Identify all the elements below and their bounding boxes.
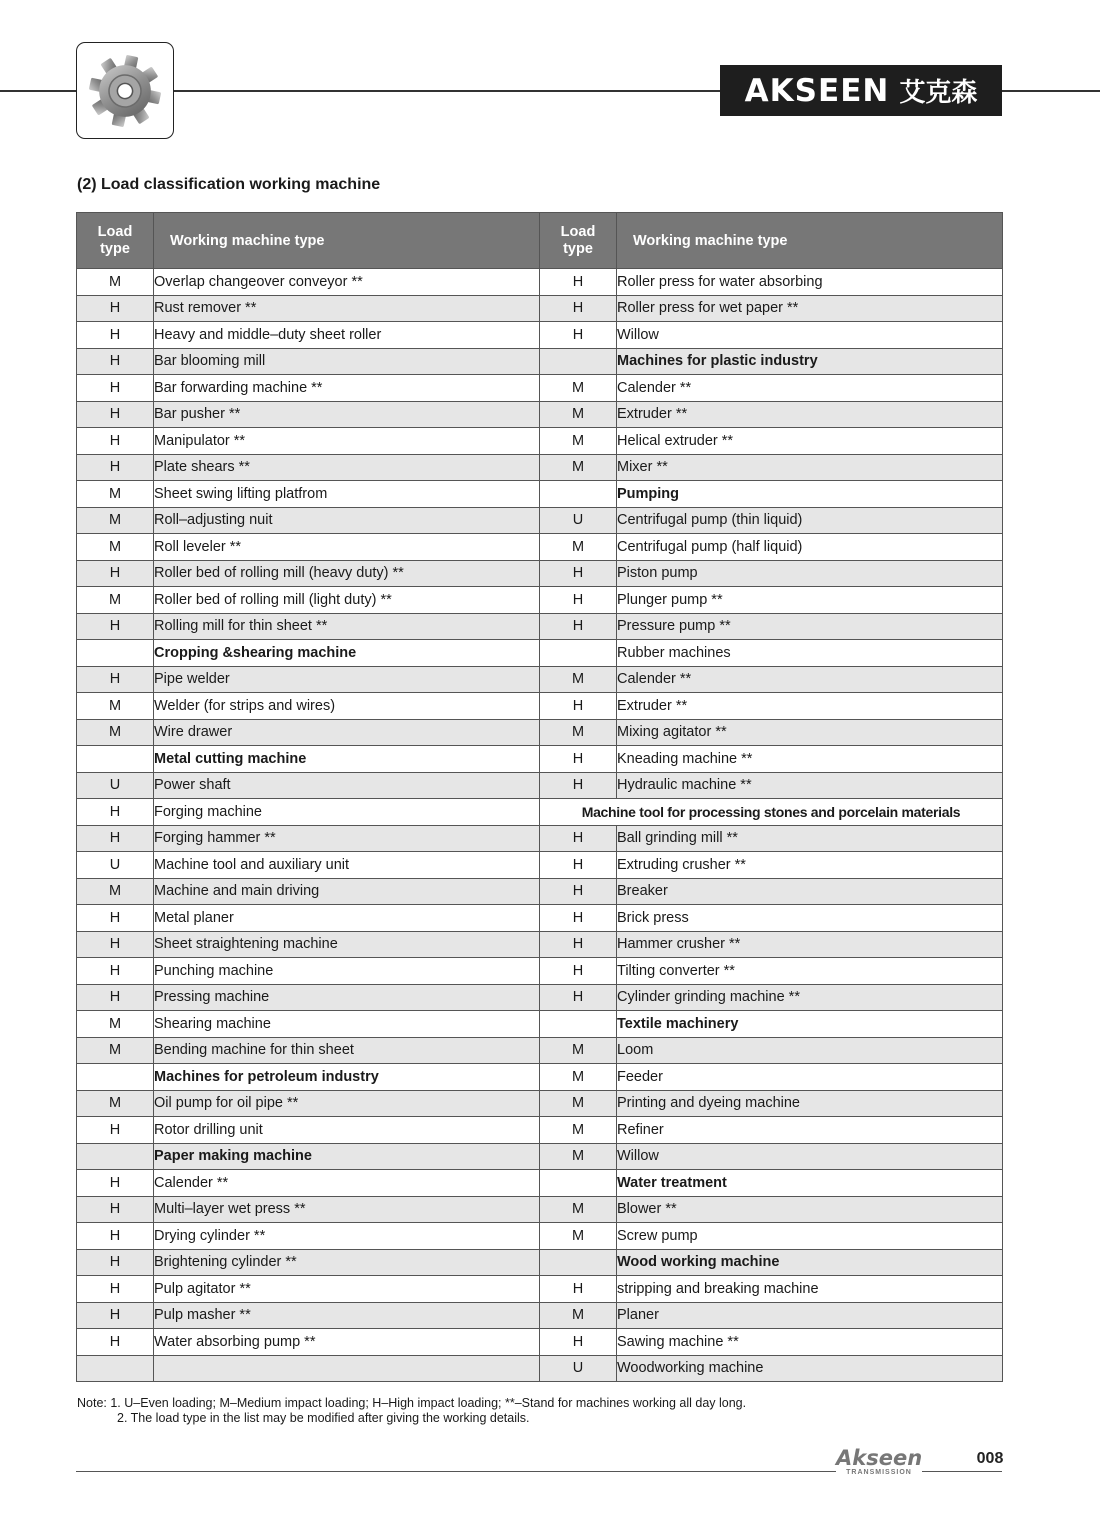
load-type-cell bbox=[540, 1170, 617, 1197]
table-row bbox=[77, 1011, 1003, 1038]
load-type-cell: M bbox=[540, 375, 617, 402]
load-type-cell: U bbox=[540, 1355, 617, 1382]
machine-type-cell: Bending machine for thin sheet bbox=[154, 1037, 540, 1064]
machine-type-cell: Hammer crusher ** bbox=[617, 931, 1003, 958]
category-heading: Textile machinery bbox=[617, 1011, 1003, 1038]
table-row bbox=[77, 613, 1003, 640]
load-type-cell: H bbox=[540, 322, 617, 349]
note-line-2: 2. The load type in the list may be modified after giving the working details. bbox=[117, 1411, 530, 1425]
header-machine-type: Working machine type bbox=[617, 213, 1003, 269]
section-title: (2) Load classification working machine bbox=[77, 176, 381, 193]
machine-type-cell: Roll–adjusting nuit bbox=[154, 507, 540, 534]
machine-type-cell: Roller bed of rolling mill (heavy duty) ** bbox=[154, 560, 540, 587]
load-type-cell: M bbox=[540, 454, 617, 481]
machine-type-cell: Rotor drilling unit bbox=[154, 1117, 540, 1144]
load-type-cell bbox=[540, 348, 617, 375]
load-type-cell bbox=[540, 1011, 617, 1038]
machine-type-cell: Extruder ** bbox=[617, 401, 1003, 428]
category-heading: Pumping bbox=[617, 481, 1003, 508]
load-type-cell: H bbox=[540, 984, 617, 1011]
machine-type-cell: Calender ** bbox=[154, 1170, 540, 1197]
load-type-cell: M bbox=[77, 481, 154, 508]
table-row bbox=[77, 852, 1003, 879]
machine-type-cell: Helical extruder ** bbox=[617, 428, 1003, 455]
notes bbox=[77, 1396, 746, 1426]
load-type-cell: H bbox=[77, 613, 154, 640]
header-load-type: Load type bbox=[77, 213, 154, 269]
table-row bbox=[77, 905, 1003, 932]
table-row bbox=[77, 560, 1003, 587]
machine-type-cell: Centrifugal pump (half liquid) bbox=[617, 534, 1003, 561]
machine-type-cell: Centrifugal pump (thin liquid) bbox=[617, 507, 1003, 534]
table-row bbox=[77, 375, 1003, 402]
load-type-cell: M bbox=[540, 534, 617, 561]
machine-type-cell: Wire drawer bbox=[154, 719, 540, 746]
machine-type-cell: Bar forwarding machine ** bbox=[154, 375, 540, 402]
table-row bbox=[77, 984, 1003, 1011]
machine-type-cell: Water absorbing pump ** bbox=[154, 1329, 540, 1356]
table-row bbox=[77, 931, 1003, 958]
machine-type-cell: Mixing agitator ** bbox=[617, 719, 1003, 746]
load-type-cell: H bbox=[540, 587, 617, 614]
category-heading: Paper making machine bbox=[154, 1143, 540, 1170]
table-row bbox=[77, 322, 1003, 349]
table-row bbox=[77, 1117, 1003, 1144]
footer-brand-sub: TRANSMISSION bbox=[846, 1469, 912, 1476]
table-row bbox=[77, 401, 1003, 428]
load-type-cell: H bbox=[77, 1223, 154, 1250]
load-type-cell: H bbox=[77, 931, 154, 958]
machine-type-cell: Pressure pump ** bbox=[617, 613, 1003, 640]
gear-icon bbox=[87, 53, 163, 129]
table-row bbox=[77, 269, 1003, 296]
machine-type-cell bbox=[154, 1355, 540, 1382]
table-header-row bbox=[77, 213, 1003, 269]
machine-type-cell: Kneading machine ** bbox=[617, 746, 1003, 773]
table-row bbox=[77, 640, 1003, 667]
load-type-cell bbox=[540, 481, 617, 508]
load-type-cell: H bbox=[77, 666, 154, 693]
load-type-cell bbox=[77, 1355, 154, 1382]
load-classification-table bbox=[76, 212, 1003, 1382]
table-row bbox=[77, 1223, 1003, 1250]
load-type-cell bbox=[77, 1064, 154, 1091]
load-type-cell: H bbox=[540, 693, 617, 720]
load-type-cell: H bbox=[540, 852, 617, 879]
load-type-cell: U bbox=[77, 772, 154, 799]
load-type-cell: H bbox=[540, 613, 617, 640]
machine-type-cell: Calender ** bbox=[617, 375, 1003, 402]
machine-type-cell: Sawing machine ** bbox=[617, 1329, 1003, 1356]
table-row bbox=[77, 1143, 1003, 1170]
category-heading: Metal cutting machine bbox=[154, 746, 540, 773]
load-type-cell: M bbox=[540, 1037, 617, 1064]
load-type-cell: H bbox=[77, 401, 154, 428]
load-type-cell: H bbox=[77, 1302, 154, 1329]
load-type-cell: M bbox=[540, 666, 617, 693]
machine-type-cell: Roller press for wet paper ** bbox=[617, 295, 1003, 322]
table-row bbox=[77, 534, 1003, 561]
machine-type-cell: Metal planer bbox=[154, 905, 540, 932]
table-row bbox=[77, 719, 1003, 746]
table-row bbox=[77, 295, 1003, 322]
machine-type-cell: Rust remover ** bbox=[154, 295, 540, 322]
table-row bbox=[77, 1329, 1003, 1356]
machine-type-cell: Feeder bbox=[617, 1064, 1003, 1091]
machine-type-cell: Manipulator ** bbox=[154, 428, 540, 455]
load-type-cell: H bbox=[540, 269, 617, 296]
load-type-cell: H bbox=[77, 984, 154, 1011]
table-row bbox=[77, 878, 1003, 905]
machine-type-cell: Ball grinding mill ** bbox=[617, 825, 1003, 852]
load-type-cell: U bbox=[540, 507, 617, 534]
category-heading: Wood working machine bbox=[617, 1249, 1003, 1276]
machine-type-cell: Shearing machine bbox=[154, 1011, 540, 1038]
load-type-cell: M bbox=[77, 878, 154, 905]
machine-type-cell: Tilting converter ** bbox=[617, 958, 1003, 985]
load-type-cell: M bbox=[540, 401, 617, 428]
machine-type-cell: Rolling mill for thin sheet ** bbox=[154, 613, 540, 640]
header-rule-middle bbox=[172, 90, 720, 92]
load-type-cell: H bbox=[77, 825, 154, 852]
machine-type-cell: Brightening cylinder ** bbox=[154, 1249, 540, 1276]
load-type-cell: H bbox=[540, 958, 617, 985]
machine-type-cell: Forging hammer ** bbox=[154, 825, 540, 852]
table-row bbox=[77, 799, 1003, 826]
load-type-cell: M bbox=[77, 719, 154, 746]
load-type-cell: H bbox=[540, 931, 617, 958]
category-heading: Machines for petroleum industry bbox=[154, 1064, 540, 1091]
load-type-cell: M bbox=[540, 1117, 617, 1144]
load-type-cell: M bbox=[77, 534, 154, 561]
machine-type-cell: Machine and main driving bbox=[154, 878, 540, 905]
load-type-cell: M bbox=[77, 587, 154, 614]
load-type-cell: H bbox=[77, 1170, 154, 1197]
load-type-cell: H bbox=[77, 1276, 154, 1303]
table-row bbox=[77, 1276, 1003, 1303]
machine-type-cell: Willow bbox=[617, 1143, 1003, 1170]
table-row bbox=[77, 1355, 1003, 1382]
table-row bbox=[77, 1249, 1003, 1276]
machine-type-cell: stripping and breaking machine bbox=[617, 1276, 1003, 1303]
load-type-cell: H bbox=[540, 878, 617, 905]
load-type-cell: H bbox=[77, 1117, 154, 1144]
table-row bbox=[77, 454, 1003, 481]
machine-type-cell: Pipe welder bbox=[154, 666, 540, 693]
table-row bbox=[77, 1090, 1003, 1117]
brand-logo-cjk: 艾克森 bbox=[899, 78, 978, 108]
machine-type-cell: Pressing machine bbox=[154, 984, 540, 1011]
load-type-cell: M bbox=[77, 693, 154, 720]
load-type-cell: M bbox=[540, 1143, 617, 1170]
machine-type-cell: Punching machine bbox=[154, 958, 540, 985]
machine-type-cell: Refiner bbox=[617, 1117, 1003, 1144]
load-type-cell bbox=[77, 1143, 154, 1170]
machine-type-cell: Screw pump bbox=[617, 1223, 1003, 1250]
machine-type-cell: Pulp agitator ** bbox=[154, 1276, 540, 1303]
load-type-cell: H bbox=[77, 560, 154, 587]
load-type-cell: M bbox=[540, 1223, 617, 1250]
table-row bbox=[77, 772, 1003, 799]
machine-type-cell: Printing and dyeing machine bbox=[617, 1090, 1003, 1117]
load-type-cell: H bbox=[540, 746, 617, 773]
table-row bbox=[77, 507, 1003, 534]
brand-logo-latin: AKSEEN bbox=[744, 72, 890, 109]
load-type-cell: H bbox=[77, 958, 154, 985]
machine-type-cell: Oil pump for oil pipe ** bbox=[154, 1090, 540, 1117]
footer-brand bbox=[836, 1447, 922, 1481]
load-type-cell: H bbox=[77, 428, 154, 455]
table-row bbox=[77, 825, 1003, 852]
load-type-cell: M bbox=[540, 1090, 617, 1117]
table-row bbox=[77, 666, 1003, 693]
machine-type-cell: Rubber machines bbox=[617, 640, 1003, 667]
machine-type-cell: Overlap changeover conveyor ** bbox=[154, 269, 540, 296]
brand-logo bbox=[720, 65, 1002, 116]
load-type-cell: H bbox=[540, 825, 617, 852]
load-type-cell: H bbox=[77, 375, 154, 402]
table-row bbox=[77, 1196, 1003, 1223]
machine-type-cell: Pulp masher ** bbox=[154, 1302, 540, 1329]
machine-type-cell: Multi–layer wet press ** bbox=[154, 1196, 540, 1223]
load-type-cell: H bbox=[540, 560, 617, 587]
category-heading: Machine tool for processing stones and porcelain materials bbox=[540, 799, 1003, 826]
load-type-cell: H bbox=[77, 1249, 154, 1276]
table-row bbox=[77, 1037, 1003, 1064]
load-type-cell: M bbox=[77, 1090, 154, 1117]
machine-type-cell: Bar pusher ** bbox=[154, 401, 540, 428]
load-type-cell: H bbox=[540, 295, 617, 322]
load-type-cell bbox=[540, 1249, 617, 1276]
machine-type-cell: Woodworking machine bbox=[617, 1355, 1003, 1382]
machine-type-cell: Roller bed of rolling mill (light duty) ** bbox=[154, 587, 540, 614]
table-row bbox=[77, 481, 1003, 508]
machine-type-cell: Piston pump bbox=[617, 560, 1003, 587]
load-type-cell bbox=[540, 640, 617, 667]
table-row bbox=[77, 693, 1003, 720]
machine-type-cell: Heavy and middle–duty sheet roller bbox=[154, 322, 540, 349]
load-type-cell: H bbox=[540, 1276, 617, 1303]
load-type-cell: H bbox=[540, 772, 617, 799]
table-row bbox=[77, 348, 1003, 375]
load-type-cell: H bbox=[77, 1329, 154, 1356]
load-type-cell: H bbox=[77, 295, 154, 322]
load-type-cell: M bbox=[77, 507, 154, 534]
machine-type-cell: Calender ** bbox=[617, 666, 1003, 693]
machine-type-cell: Machine tool and auxiliary unit bbox=[154, 852, 540, 879]
load-type-cell: M bbox=[540, 719, 617, 746]
footer-brand-name: Akseen bbox=[836, 1446, 923, 1470]
load-type-cell: H bbox=[77, 1196, 154, 1223]
table-row bbox=[77, 958, 1003, 985]
table-row bbox=[77, 1302, 1003, 1329]
machine-type-cell: Welder (for strips and wires) bbox=[154, 693, 540, 720]
machine-type-cell: Mixer ** bbox=[617, 454, 1003, 481]
machine-type-cell: Sheet swing lifting platfrom bbox=[154, 481, 540, 508]
load-type-cell: H bbox=[77, 348, 154, 375]
machine-type-cell: Blower ** bbox=[617, 1196, 1003, 1223]
load-type-cell: M bbox=[77, 269, 154, 296]
machine-type-cell: Willow bbox=[617, 322, 1003, 349]
load-type-cell: M bbox=[77, 1037, 154, 1064]
load-type-cell: M bbox=[540, 1064, 617, 1091]
page-number: 008 bbox=[968, 1450, 1012, 1468]
machine-type-cell: Hydraulic machine ** bbox=[617, 772, 1003, 799]
table-row bbox=[77, 1064, 1003, 1091]
load-type-cell: H bbox=[77, 454, 154, 481]
table-row bbox=[77, 587, 1003, 614]
machine-type-cell: Power shaft bbox=[154, 772, 540, 799]
machine-type-cell: Loom bbox=[617, 1037, 1003, 1064]
load-type-cell: M bbox=[77, 1011, 154, 1038]
load-type-cell: H bbox=[540, 1329, 617, 1356]
load-type-cell bbox=[77, 640, 154, 667]
machine-type-cell: Drying cylinder ** bbox=[154, 1223, 540, 1250]
machine-type-cell: Roller press for water absorbing bbox=[617, 269, 1003, 296]
machine-type-cell: Sheet straightening machine bbox=[154, 931, 540, 958]
load-type-cell: M bbox=[540, 1196, 617, 1223]
load-type-cell: M bbox=[540, 428, 617, 455]
header-machine-type: Working machine type bbox=[154, 213, 540, 269]
machine-type-cell: Extruder ** bbox=[617, 693, 1003, 720]
table-row bbox=[77, 746, 1003, 773]
load-type-cell: H bbox=[77, 322, 154, 349]
header-rule-left bbox=[0, 90, 76, 92]
machine-type-cell: Roll leveler ** bbox=[154, 534, 540, 561]
machine-type-cell: Planer bbox=[617, 1302, 1003, 1329]
machine-type-cell: Plunger pump ** bbox=[617, 587, 1003, 614]
category-heading: Cropping &shearing machine bbox=[154, 640, 540, 667]
load-type-cell: H bbox=[77, 799, 154, 826]
header-rule-right bbox=[1002, 90, 1100, 92]
category-heading: Water treatment bbox=[617, 1170, 1003, 1197]
table-row bbox=[77, 428, 1003, 455]
category-heading: Machines for plastic industry bbox=[617, 348, 1003, 375]
machine-type-cell: Extruding crusher ** bbox=[617, 852, 1003, 879]
load-type-cell bbox=[77, 746, 154, 773]
header-load-type: Load type bbox=[540, 213, 617, 269]
gear-icon-box bbox=[76, 42, 174, 139]
note-line-1: Note: 1. U–Even loading; M–Medium impact loading; H–High impact loading; **–Stand for machines working all day long. bbox=[77, 1396, 747, 1410]
machine-type-cell: Forging machine bbox=[154, 799, 540, 826]
table-row bbox=[77, 1170, 1003, 1197]
load-type-cell: H bbox=[77, 905, 154, 932]
load-type-cell: M bbox=[540, 1302, 617, 1329]
machine-type-cell: Cylinder grinding machine ** bbox=[617, 984, 1003, 1011]
machine-type-cell: Plate shears ** bbox=[154, 454, 540, 481]
load-type-cell: U bbox=[77, 852, 154, 879]
machine-type-cell: Brick press bbox=[617, 905, 1003, 932]
machine-type-cell: Breaker bbox=[617, 878, 1003, 905]
machine-type-cell: Bar blooming mill bbox=[154, 348, 540, 375]
load-type-cell: H bbox=[540, 905, 617, 932]
